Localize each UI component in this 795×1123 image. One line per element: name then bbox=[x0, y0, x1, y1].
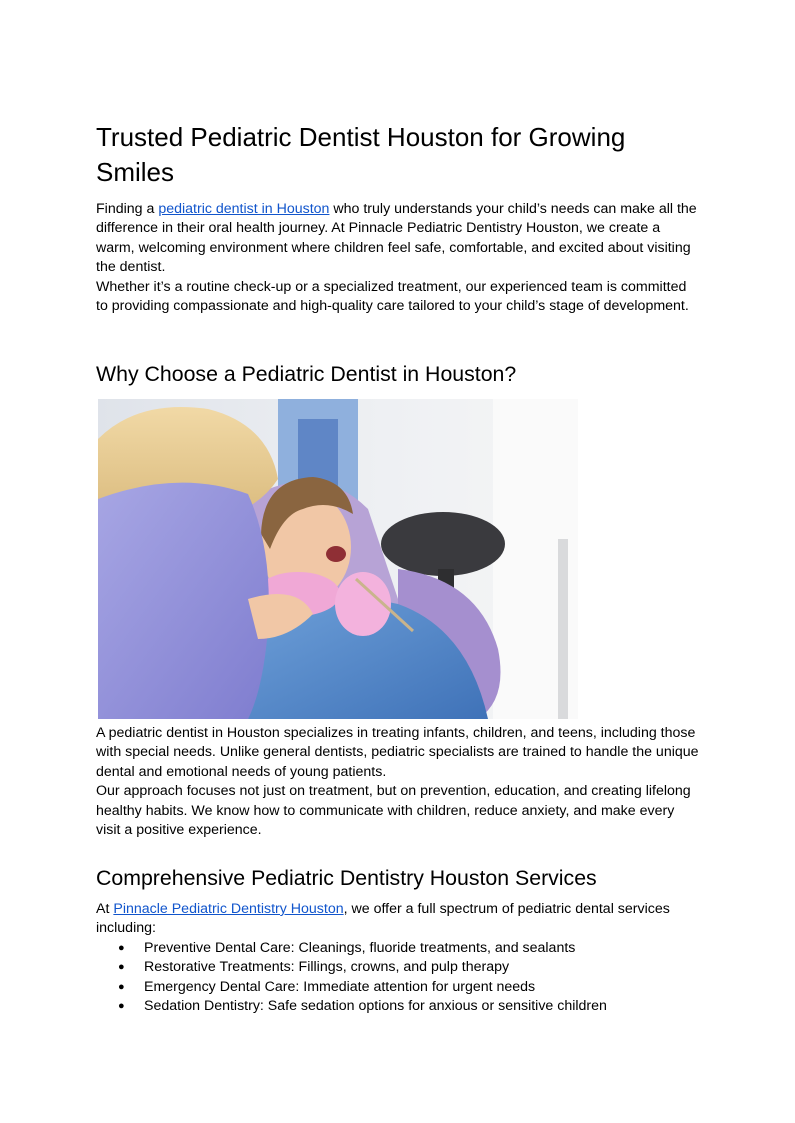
list-item-text: Restorative Treatments: Fillings, crowns, and pulp therapy bbox=[144, 959, 510, 976]
section-heading-why-choose: Why Choose a Pediatric Dentist in Houston? bbox=[96, 362, 517, 386]
section-heading-services: Comprehensive Pediatric Dentistry Houston Services bbox=[96, 866, 597, 890]
bullet-icon: ● bbox=[118, 941, 125, 954]
list-item-text: Preventive Dental Care: Cleanings, fluoride treatments, and sealants bbox=[144, 939, 576, 956]
bullet-icon: ● bbox=[118, 1000, 125, 1013]
bullet-icon: ● bbox=[118, 980, 125, 993]
list-item bbox=[96, 978, 700, 998]
intro-paragraph-1 bbox=[96, 200, 700, 278]
services-intro bbox=[96, 900, 700, 939]
intro-text-before: Finding a bbox=[96, 201, 159, 217]
list-item-text: Sedation Dentistry: Safe sedation options for anxious or sensitive children bbox=[144, 998, 607, 1015]
list-item-text: Emergency Dental Care: Immediate attention for urgent needs bbox=[144, 978, 536, 995]
bullet-icon: ● bbox=[118, 961, 125, 974]
intro-paragraph-2: Whether it’s a routine check-up or a specialized treatment, our experienced team is committed to providing compassionate and high-quality care tailored to your child’s stage of development. bbox=[96, 278, 689, 315]
page-title: Trusted Pediatric Dentist Houston for Growing Smiles bbox=[96, 122, 626, 187]
why-choose-paragraph-2: Our approach focuses not just on treatment, but on prevention, education, and creating lifelong healthy habits. We know how to communicate with children, reduce anxiety, and make every visit a positive experience. bbox=[96, 783, 691, 839]
services-section bbox=[96, 900, 700, 1017]
list-item bbox=[96, 939, 700, 959]
services-list bbox=[96, 939, 700, 1017]
services-intro-after: , we offer a full spectrum of pediatric dental services including: bbox=[96, 901, 670, 937]
intro-section bbox=[96, 200, 700, 316]
why-choose-paragraph-1: A pediatric dentist in Houston specializes in treating infants, children, and teens, including those with special needs. Unlike general dentists, pediatric specialists are trained to handle the unique dental and emotional needs of young patients. bbox=[96, 725, 699, 780]
dentist-child-photo bbox=[98, 399, 578, 719]
list-item bbox=[96, 997, 700, 1017]
why-choose-section bbox=[96, 724, 700, 840]
list-item bbox=[96, 958, 700, 978]
pediatric-dentist-link[interactable]: pediatric dentist in Houston bbox=[158, 201, 330, 217]
services-intro-before: At bbox=[96, 901, 114, 917]
pinnacle-pediatric-dentistry-link[interactable]: Pinnacle Pediatric Dentistry Houston bbox=[113, 901, 344, 917]
intro-text-after: who truly understands your child’s needs can make all the difference in their oral health journey. At Pinnacle Pediatric Dentistry Houston, we create a warm, welcoming environment where children feel safe, comfortable, and excited about visiting the dentist. bbox=[96, 201, 697, 276]
